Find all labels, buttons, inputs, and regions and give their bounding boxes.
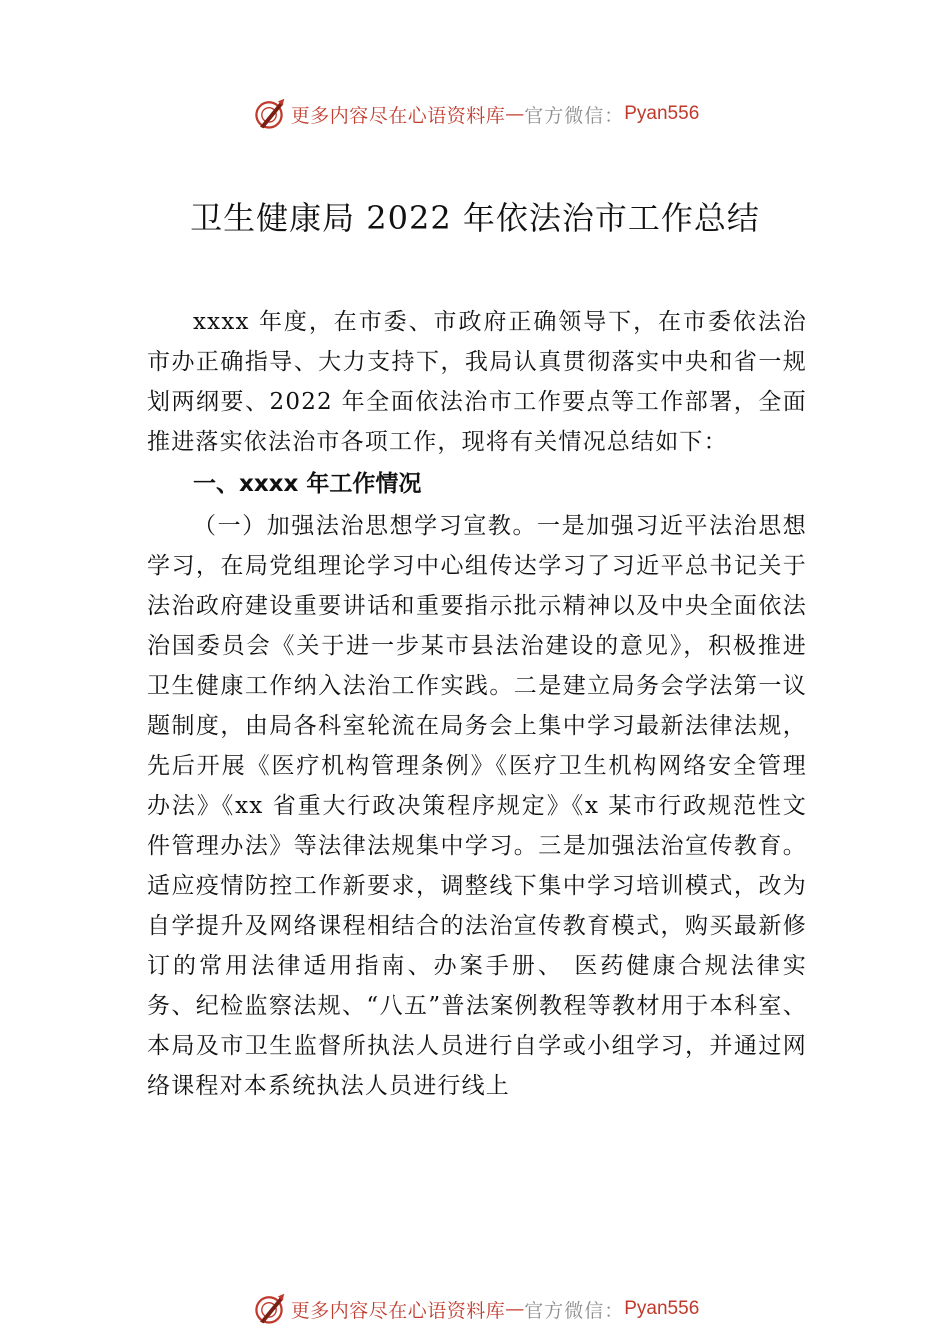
watermark-id: Pyan556 [624, 103, 700, 124]
watermark-header [0, 94, 950, 134]
watermark-dash: — [505, 1298, 525, 1320]
watermark-id: Pyan556 [624, 1298, 700, 1319]
quill-seal-icon [251, 1291, 287, 1327]
quill-seal-icon [251, 96, 287, 132]
watermark-footer [0, 1289, 950, 1329]
document-body [147, 302, 807, 1106]
section-heading: 一、xxxx 年工作情况 [193, 471, 422, 497]
watermark-text: 更多内容尽在心语资料库 [290, 1299, 506, 1322]
watermark-text: 更多内容尽在心语资料库 [290, 104, 506, 127]
watermark-dash: — [505, 103, 525, 125]
section-paragraph: （一）加强法治思想学习宣教。一是加强习近平法治思想学习，在局党组理论学习中心组传达学习了习近平总书记关于法治政府建设重要讲话和重要指示批示精神以及中央全面依法治国委员会《关于进一步某市县法治建设的意见》，积极推进卫生健康工作纳入法治工作实践。二是建立局务会学法第一议题制度，由局各科室轮流在局务会上集中学习最新法律法规，先后开展《医疗机构管理条例》《医疗卫生机构网络安全管理办法》《xx 省重大行政决策程序规定》《x 某市行政规范性文件管理办法》等法律法规集中学习。三是加强法治宣传教育。适应疫情防控工作新要求，调整线下集中学习培训模式，改为自学提升及网络课程相结合的法治宣传教育模式，购买最新修订的常用法律适用指南、办案手册、 医药健康合规法律实务、纪检监察法规、“八五”普法案例教程等教材用于本科室、本局及市卫生监督所执法人员进行自学或小组学习，并通过网络课程对本系统执法人员进行线上 [147, 513, 807, 1099]
intro-paragraph: xxxx 年度，在市委、市政府正确领导下，在市委依法治市办正确指导、大力支持下，我局认真贯彻落实中央和省一规划两纲要、2022 年全面依法治市工作要点等工作部署，全面推进落实依法治市各项工作，现将有关情况总结如下： [147, 309, 807, 455]
document-title: 卫生健康局 2022 年依法治市工作总结 [190, 199, 760, 237]
watermark-sub: 官方微信： [524, 104, 625, 127]
watermark-sub: 官方微信： [524, 1299, 625, 1322]
